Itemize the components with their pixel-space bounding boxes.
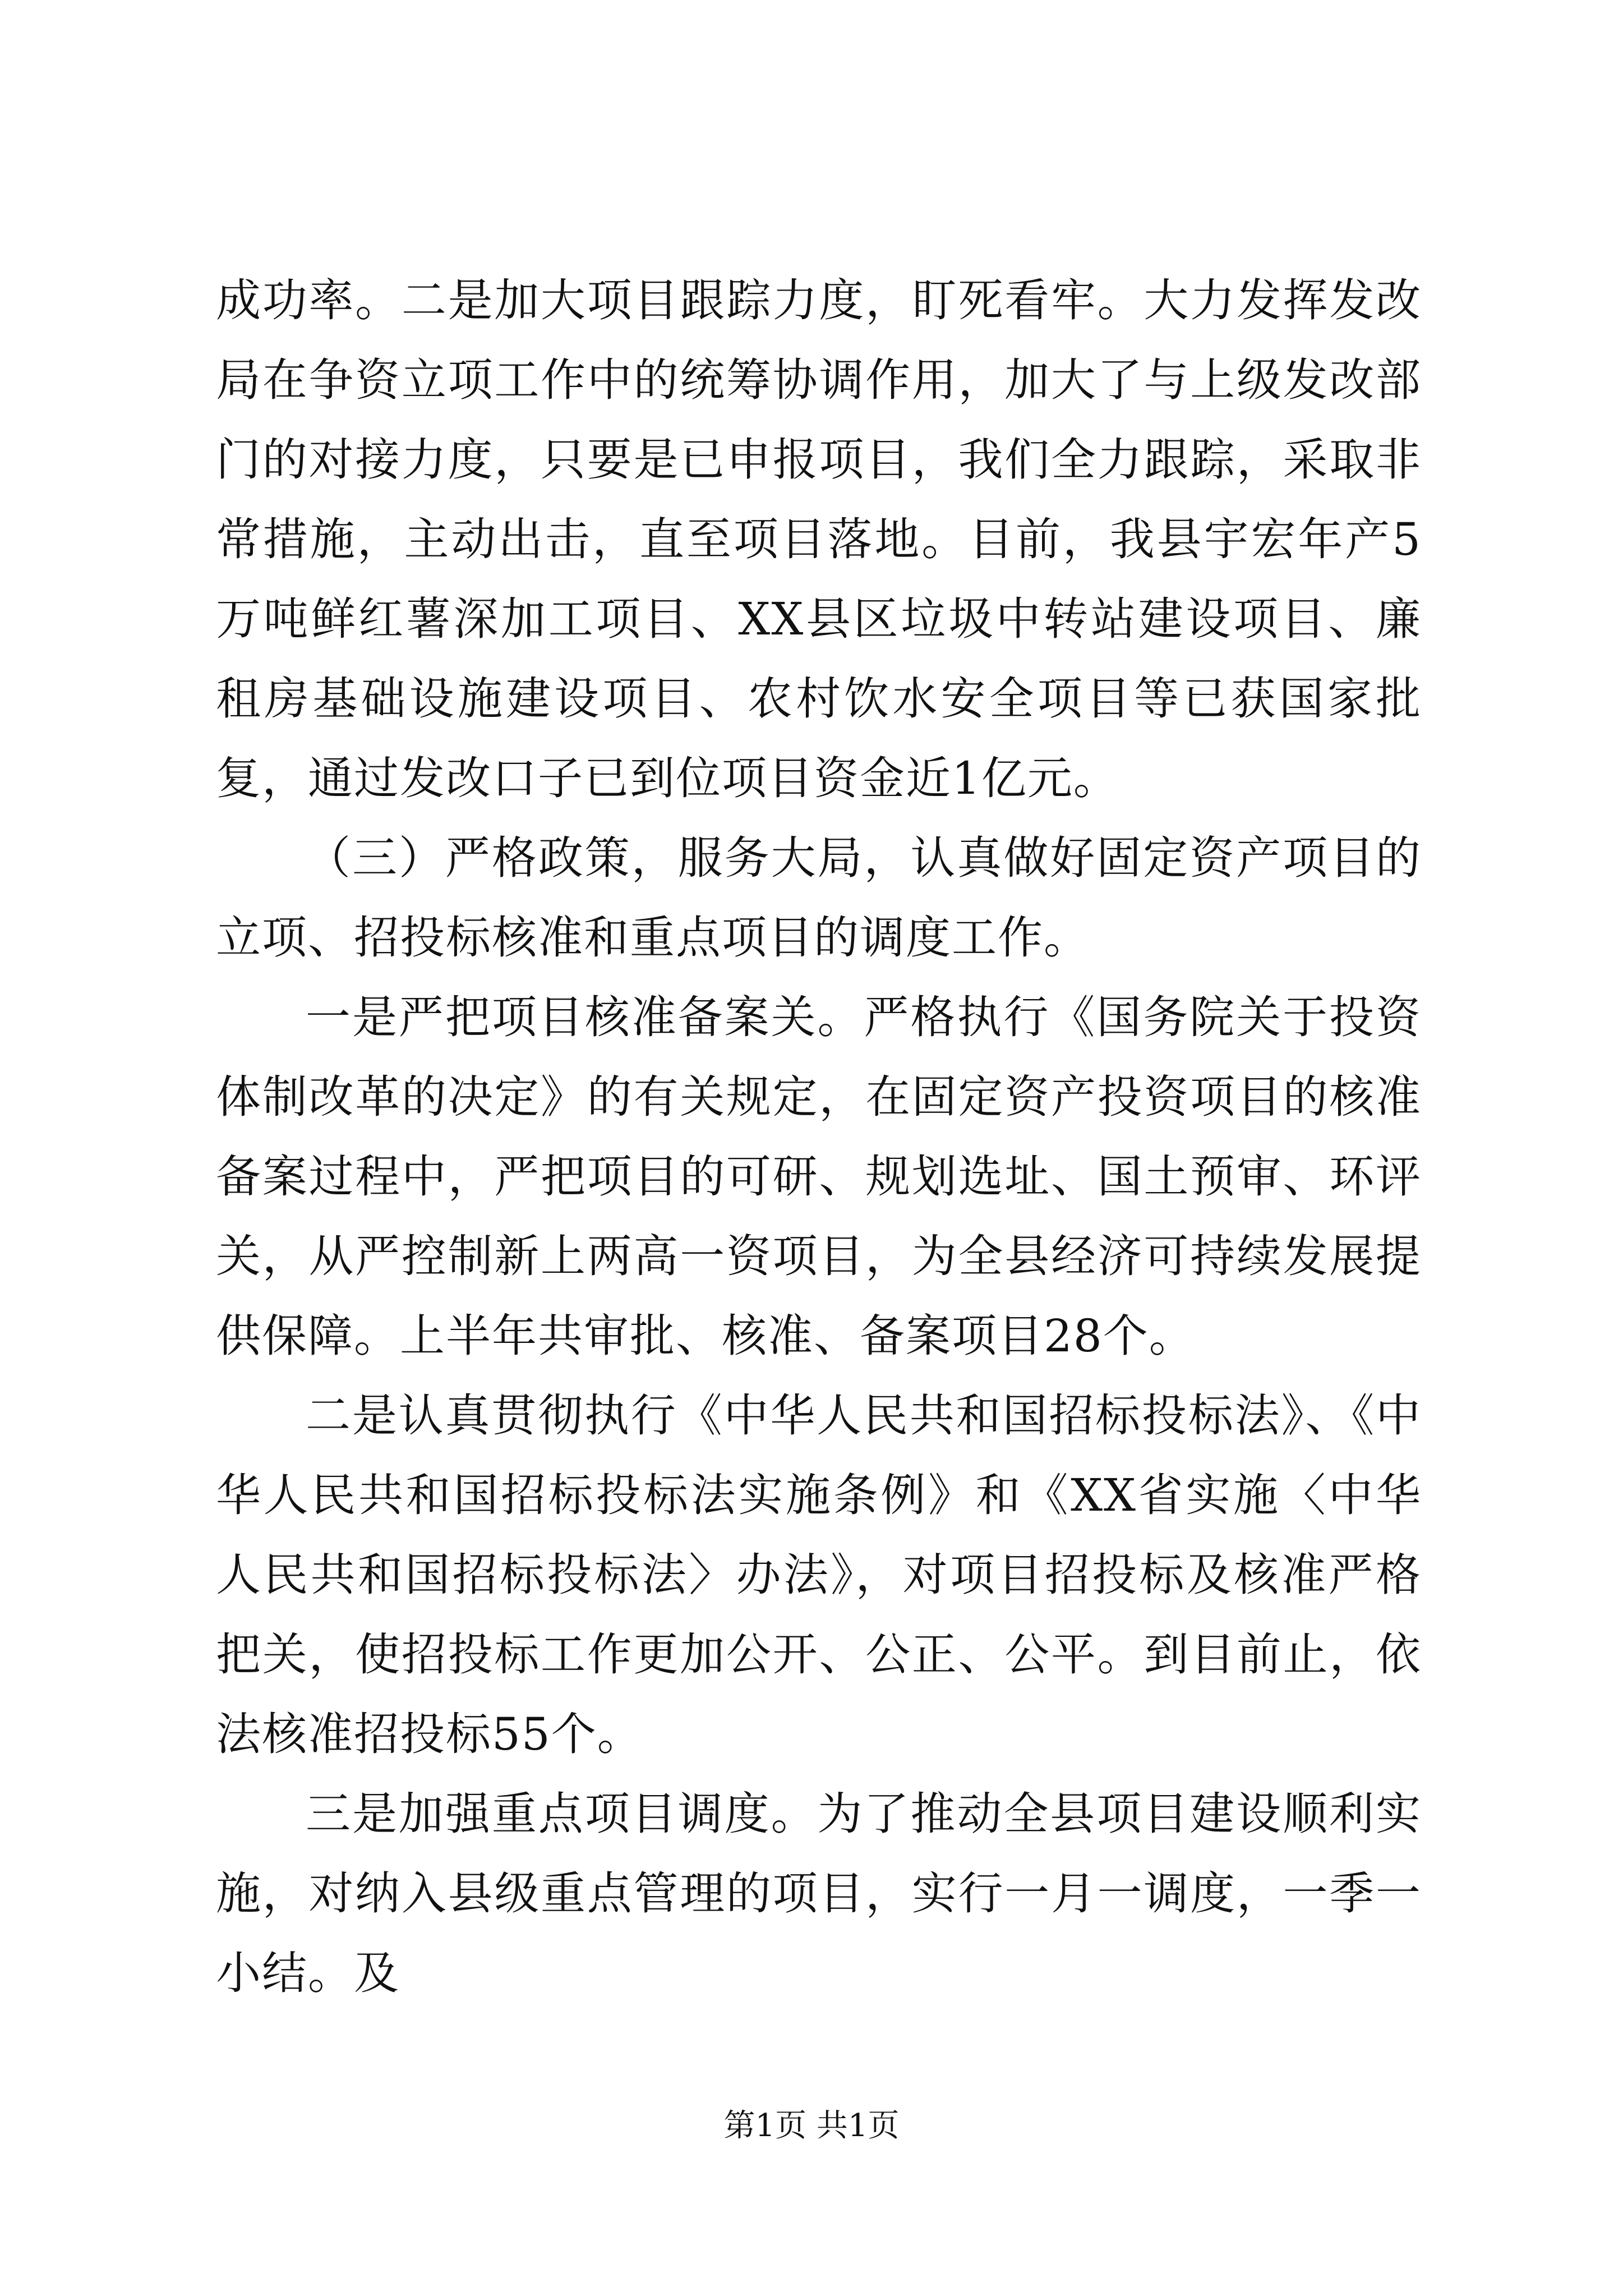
document-body [216,261,1422,2013]
paragraph-1: 成功率。二是加大项目跟踪力度，盯死看牢。大力发挥发改局在争资立项工作中的统筹协调作用，加大了与上级发改部门的对接力度，只要是已申报项目，我们全力跟踪，采取非常措施，主动出击，直至项目落地。目前，我县宇宏年产5万吨鲜红薯深加工项目、XX县区垃圾中转站建设项目、廉租房基础设施建设项目、农村饮水安全项目等已获国家批复，通过发改口子已到位项目资金近1亿元。 [216,274,1422,804]
paragraph-2: （三）严格政策，服务大局，认真做好固定资产项目的立项、招投标核准和重点项目的调度工作。 [216,832,1422,964]
page-footer: 第1页 共1页 [723,2108,900,2144]
paragraph-4: 二是认真贯彻执行《中华人民共和国招标投标法》、《中华人民共和国招标投标法实施条例》和《XX省实施〈中华人民共和国招标投标法〉办法》，对项目招投标及核准严格把关，使招投标工作更加公开、公正、公平。到目前止，依法核准招投标55个。 [216,1389,1422,1760]
paragraph-3: 一是严把项目核准备案关。严格执行《国务院关于投资体制改革的决定》的有关规定，在固定资产投资项目的核准备案过程中，严把项目的可研、规划选址、国土预审、环评关，从严控制新上两高一资项目，为全县经济可持续发展提供保障。上半年共审批、核准、备案项目28个。 [216,991,1422,1362]
paragraph-5: 三是加强重点项目调度。为了推动全县项目建设顺利实施，对纳入县级重点管理的项目，实行一月一调度，一季一小结。及 [216,1788,1422,1999]
